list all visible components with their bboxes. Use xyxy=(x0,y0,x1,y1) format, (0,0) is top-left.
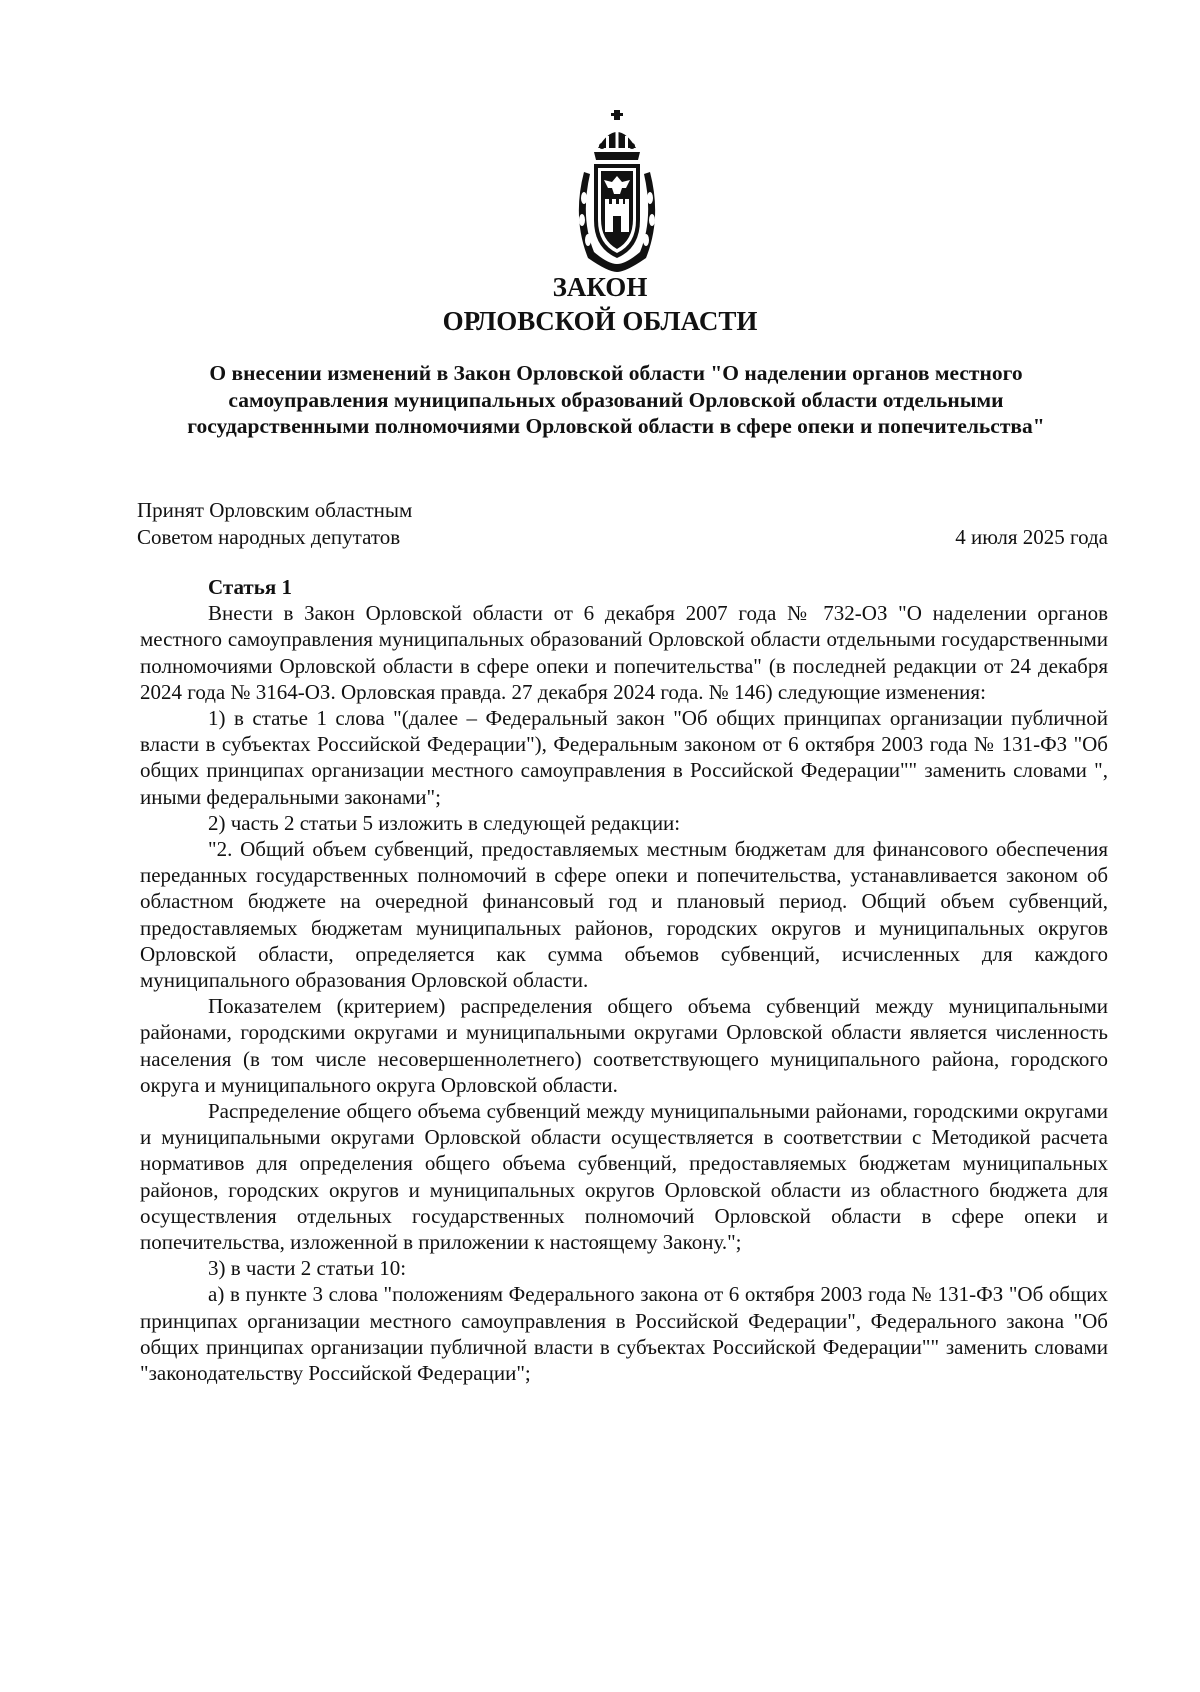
coat-of-arms-icon xyxy=(568,108,666,276)
document-body xyxy=(140,574,1108,1386)
adopted-date: 4 июля 2025 года xyxy=(955,524,1108,549)
article-heading: Статья 1 xyxy=(208,575,292,599)
region-title: ОРЛОВСКОЙ ОБЛАСТИ xyxy=(442,306,758,336)
adopted-by-block xyxy=(137,497,412,550)
paragraph: а) в пункте 3 слова "положениям Федерального закона от 6 октября 2003 года № 131-ФЗ "Об общих принципах организации местного самоуправления в Российской Федерации", Федерального закона "Об общих принципах организации публичной власти в субъектах Российской Федерации"" заменить словами "законодательству Российской Федерации"; xyxy=(140,1282,1108,1386)
law-subtitle: О внесении изменений в Закон Орловской области "О наделении органов местного самоуправления муниципальных образований Орловской области отдельными государственными полномочиями Орловской области в сфере опеки и попечительства" xyxy=(187,361,1045,438)
paragraph: Распределение общего объема субвенций между муниципальными районами, городскими округами и муниципальными округами Орловской области осуществляется в соответствии с Методикой расчета нормативов для определения общего объема субвенций, предоставляемых бюджетам муниципальных районов, городских округов и муниципальных округов Орловской области из областного бюджета для осуществления отдельных государственных полномочий Орловской области в сфере опеки и попечительства, изложенной в приложении к настоящему Закону."; xyxy=(140,1099,1108,1255)
paragraph: 2) часть 2 статьи 5 изложить в следующей редакции: xyxy=(208,810,681,835)
paragraph: Показателем (критерием) распределения общего объема субвенций между муниципальными районами, городскими округами и муниципальными округами Орловской области является численность населения (в том числе несовершеннолетнего) соответствующего муниципального района, городского округа и муниципального округа Орловской области. xyxy=(140,994,1108,1097)
paragraph: Внести в Закон Орловской области от 6 декабря 2007 года № 732-ОЗ "О наделении органов местного самоуправления муниципальных образований Орловской области отдельными государственными полномочиями Орловской области в сфере опеки и попечительства" (в последней редакции от 24 декабря 2024 года № 3164-ОЗ. Орловская правда. 27 декабря 2024 года. № 146) следующие изменения: xyxy=(140,601,1108,704)
adopted-line-2: Советом народных депутатов xyxy=(137,524,401,549)
paragraph: 3) в части 2 статьи 10: xyxy=(208,1256,407,1281)
paragraph: 1) в статье 1 слова "(далее – Федеральный закон "Об общих принципах организации публичной власти в субъектах Российской Федерации"), Федеральным законом от 6 октября 2003 года № 131-ФЗ "Об общих принципах организации местного самоуправления в Российской Федерации"" заменить словами ", иными федеральными законами"; xyxy=(140,706,1108,809)
law-title: ЗАКОН xyxy=(552,272,648,302)
paragraph: "2. Общий объем субвенций, предоставляемых местным бюджетам для финансового обеспечения переданных государственных полномочий в сфере опеки и попечительства, устанавливается законом об областном бюджете на очередной финансовый год и плановый период. Общий объем субвенций, предоставляемых бюджетам муниципальных районов, городских округов и муниципальных округов Орловской области, определяется как сумма объемов субвенций, исчисленных для каждого муниципального образования Орловской области. xyxy=(140,837,1108,993)
adopted-line-1: Принят Орловским областным xyxy=(137,498,413,522)
